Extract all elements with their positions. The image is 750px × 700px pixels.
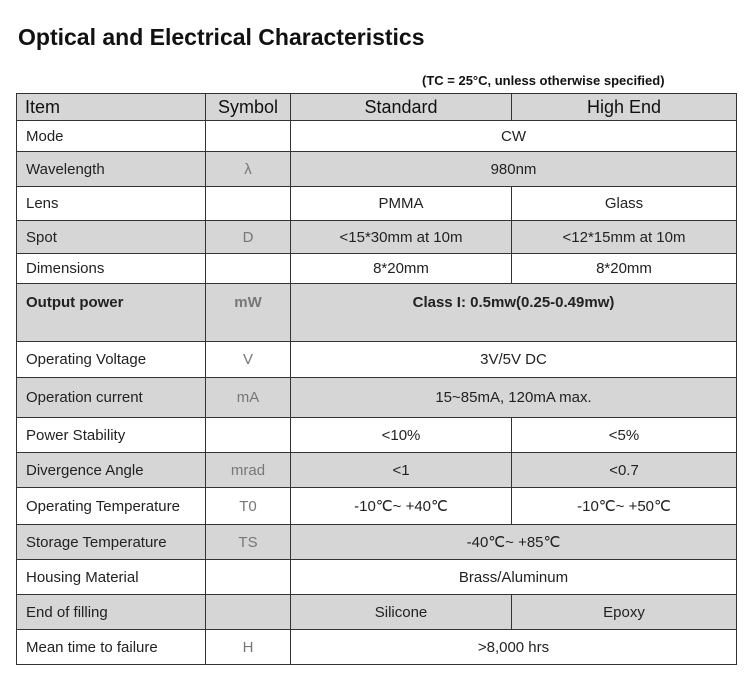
cell-item: Power Stability (17, 418, 206, 453)
cell-symbol (206, 595, 291, 630)
cell-value-merged: >8,000 hrs (291, 630, 737, 665)
cell-value-merged: Brass/Aluminum (291, 560, 737, 595)
cell-standard: <10% (291, 418, 512, 453)
cell-item: Divergence Angle (17, 453, 206, 488)
cell-symbol (206, 187, 291, 221)
table-row (17, 378, 737, 418)
cell-symbol: TS (206, 525, 291, 560)
cell-symbol: λ (206, 152, 291, 187)
conditions-note: (TC = 25°C, unless otherwise specified) (422, 73, 665, 88)
cell-value-merged: 15~85mA, 120mA max. (291, 378, 737, 418)
header-item: Item (17, 94, 206, 121)
cell-value-merged: -40℃~ +85℃ (291, 525, 737, 560)
cell-item: Mean time to failure (17, 630, 206, 665)
table-row (17, 630, 737, 665)
cell-standard: Silicone (291, 595, 512, 630)
cell-symbol: V (206, 342, 291, 378)
cell-value-merged: Class I: 0.5mw(0.25-0.49mw) (291, 284, 737, 342)
cell-high-end: -10℃~ +50℃ (512, 488, 737, 525)
cell-symbol (206, 254, 291, 284)
cell-symbol: mW (206, 284, 291, 342)
table-row (17, 453, 737, 488)
cell-item: Storage Temperature (17, 525, 206, 560)
cell-item: End of filling (17, 595, 206, 630)
characteristics-table (16, 93, 737, 665)
table-row (17, 221, 737, 254)
table-row (17, 342, 737, 378)
table-row (17, 254, 737, 284)
cell-symbol (206, 121, 291, 152)
cell-item: Housing Material (17, 560, 206, 595)
cell-item: Operating Temperature (17, 488, 206, 525)
cell-high-end: 8*20mm (512, 254, 737, 284)
cell-high-end: <12*15mm at 10m (512, 221, 737, 254)
table-row (17, 152, 737, 187)
table-row (17, 284, 737, 342)
cell-standard: PMMA (291, 187, 512, 221)
cell-item: Spot (17, 221, 206, 254)
cell-symbol: H (206, 630, 291, 665)
table-row (17, 187, 737, 221)
cell-symbol (206, 418, 291, 453)
cell-symbol: mA (206, 378, 291, 418)
cell-value-merged: CW (291, 121, 737, 152)
cell-standard: 8*20mm (291, 254, 512, 284)
cell-symbol: D (206, 221, 291, 254)
cell-symbol (206, 560, 291, 595)
cell-value-merged: 980nm (291, 152, 737, 187)
table-row (17, 418, 737, 453)
header-standard: Standard (291, 94, 512, 121)
cell-standard: <15*30mm at 10m (291, 221, 512, 254)
header-high-end: High End (512, 94, 737, 121)
cell-item: Wavelength (17, 152, 206, 187)
cell-standard: -10℃~ +40℃ (291, 488, 512, 525)
cell-symbol: mrad (206, 453, 291, 488)
table-row (17, 595, 737, 630)
cell-item: Output power (17, 284, 206, 342)
header-symbol: Symbol (206, 94, 291, 121)
cell-high-end: <5% (512, 418, 737, 453)
table-row (17, 121, 737, 152)
cell-item: Lens (17, 187, 206, 221)
cell-item: Operating Voltage (17, 342, 206, 378)
cell-high-end: Glass (512, 187, 737, 221)
page-title: Optical and Electrical Characteristics (18, 24, 425, 50)
table-header (17, 94, 737, 121)
table-row (17, 488, 737, 525)
cell-high-end: Epoxy (512, 595, 737, 630)
cell-value-merged: 3V/5V DC (291, 342, 737, 378)
table-row (17, 525, 737, 560)
cell-standard: <1 (291, 453, 512, 488)
cell-item: Operation current (17, 378, 206, 418)
cell-item: Dimensions (17, 254, 206, 284)
table-row (17, 560, 737, 595)
cell-symbol: T0 (206, 488, 291, 525)
cell-high-end: <0.7 (512, 453, 737, 488)
cell-item: Mode (17, 121, 206, 152)
